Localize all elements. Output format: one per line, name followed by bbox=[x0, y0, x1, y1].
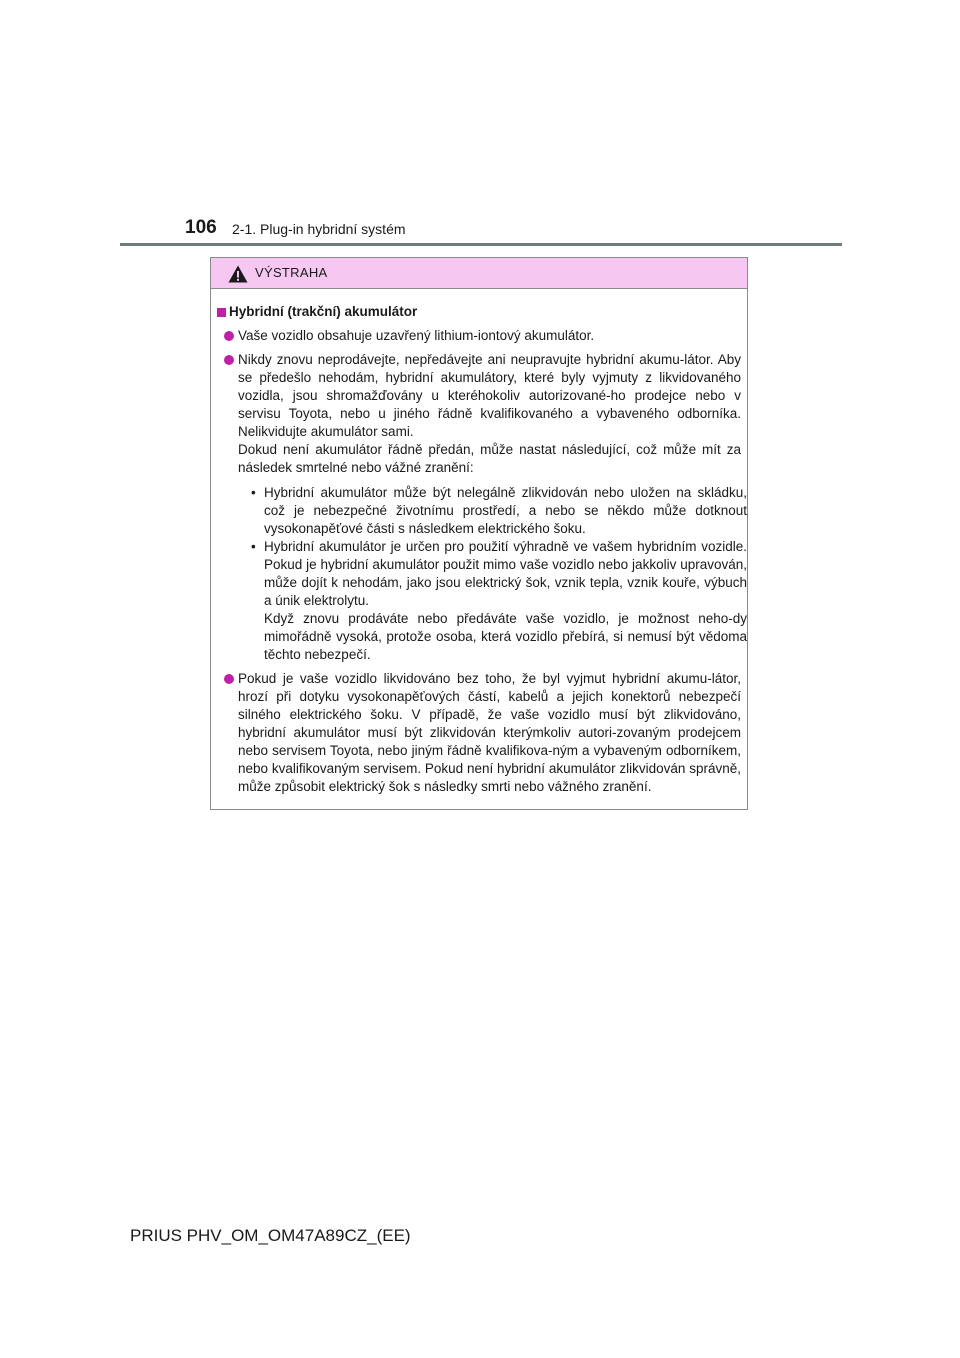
sub-list-item-text bbox=[264, 538, 747, 664]
sub-list-item-text: Hybridní akumulátor může být nelegálně zlikvidován nebo uložen na skládku, což je nebezpečné životnímu prostředí, a nebo se někdo může dotknout vysokonapěťové části s následkem elektrického šoku. bbox=[264, 485, 747, 536]
list-item bbox=[224, 670, 741, 796]
sub-list bbox=[251, 484, 747, 664]
list-item-text: Pokud je vaše vozidlo likvidováno bez toho, že byl vyjmut hybridní akumu-látor, hrozí při dotyku vysokonapěťových částí, kabelů a jejich konektorů nebezpečí silného elektrického šoku. V případě, že vaše vozidlo musí být zlikvidováno, hybridní akumulátor musí být zlikvidován kterýmkoliv autori-zovaným prodejcem nebo servisem Toyota, nebo jiným řádně kvalifikova-ným a vybaveným odborníkem, nebo kvalifikovaným servisem. Pokud není hybridní akumulátor zlikvidován správně, může způsobit elektrický šok s následky smrti nebo vážného zranění. bbox=[238, 671, 741, 794]
warning-body bbox=[211, 289, 747, 796]
warning-heading-row bbox=[217, 303, 741, 321]
list-item bbox=[224, 351, 741, 477]
warning-box bbox=[210, 257, 748, 810]
sub-list-item bbox=[251, 538, 747, 664]
sub-list-item-paragraph: Hybridní akumulátor je určen pro použití výhradně ve vašem hybridním vozidle. Pokud je hybridní akumulátor použit mimo vaše vozidlo nebo jakkoliv upravován, může dojít k nehodám, jako jsou elektrický šok, vznik tepla, vznik kouře, výbuch a únik elektrolytu. bbox=[264, 539, 747, 608]
list-item bbox=[224, 327, 741, 345]
list-item-continuation: Dokud není akumulátor řádně předán, může nastat následující, což může mít za následek smrtelné nebo vážné zranění: bbox=[238, 442, 741, 475]
circle-bullet-icon bbox=[224, 331, 234, 341]
page-number: 106 bbox=[185, 217, 217, 238]
list-item-text: Vaše vozidlo obsahuje uzavřený lithium-iontový akumulátor. bbox=[238, 328, 595, 343]
warning-title: VÝSTRAHA bbox=[255, 265, 328, 280]
warning-heading: Hybridní (trakční) akumulátor bbox=[229, 304, 418, 319]
sub-bullet: • bbox=[251, 485, 256, 500]
section-title: 2-1. Plug-in hybridní systém bbox=[232, 221, 406, 237]
sub-bullet: • bbox=[251, 539, 256, 554]
square-bullet-icon bbox=[217, 308, 226, 317]
circle-bullet-icon bbox=[224, 674, 234, 684]
header-divider bbox=[120, 243, 842, 246]
circle-bullet-icon bbox=[224, 355, 234, 365]
list-item-text bbox=[238, 351, 741, 477]
warning-triangle-icon bbox=[228, 265, 248, 283]
list-item-paragraph: Nikdy znovu neprodávejte, nepředávejte ani neupravujte hybridní akumu-látor. Aby se předešlo nehodám, hybridní akumulátory, které byly vyjmuty z likvidovaného vozidla, jsou shromažďovány u kteréhokoliv autorizované-ho prodejce nebo v servisu Toyota, nebo u jiného řádně kvalifikovaného a vybaveného odborníka. Nelikvidujte akumulátor sami. bbox=[238, 352, 741, 439]
warning-header bbox=[211, 258, 747, 289]
sub-list-item bbox=[251, 484, 747, 538]
sub-list-item-continuation: Když znovu prodáváte nebo předáváte vaše vozidlo, je možnost neho-dy mimořádně vysoká, protože osoba, která vozidlo přebírá, si nemusí být vědoma těchto nebezpečí. bbox=[264, 611, 747, 662]
document-code: PRIUS PHV_OM_OM47A89CZ_(EE) bbox=[130, 1226, 411, 1245]
